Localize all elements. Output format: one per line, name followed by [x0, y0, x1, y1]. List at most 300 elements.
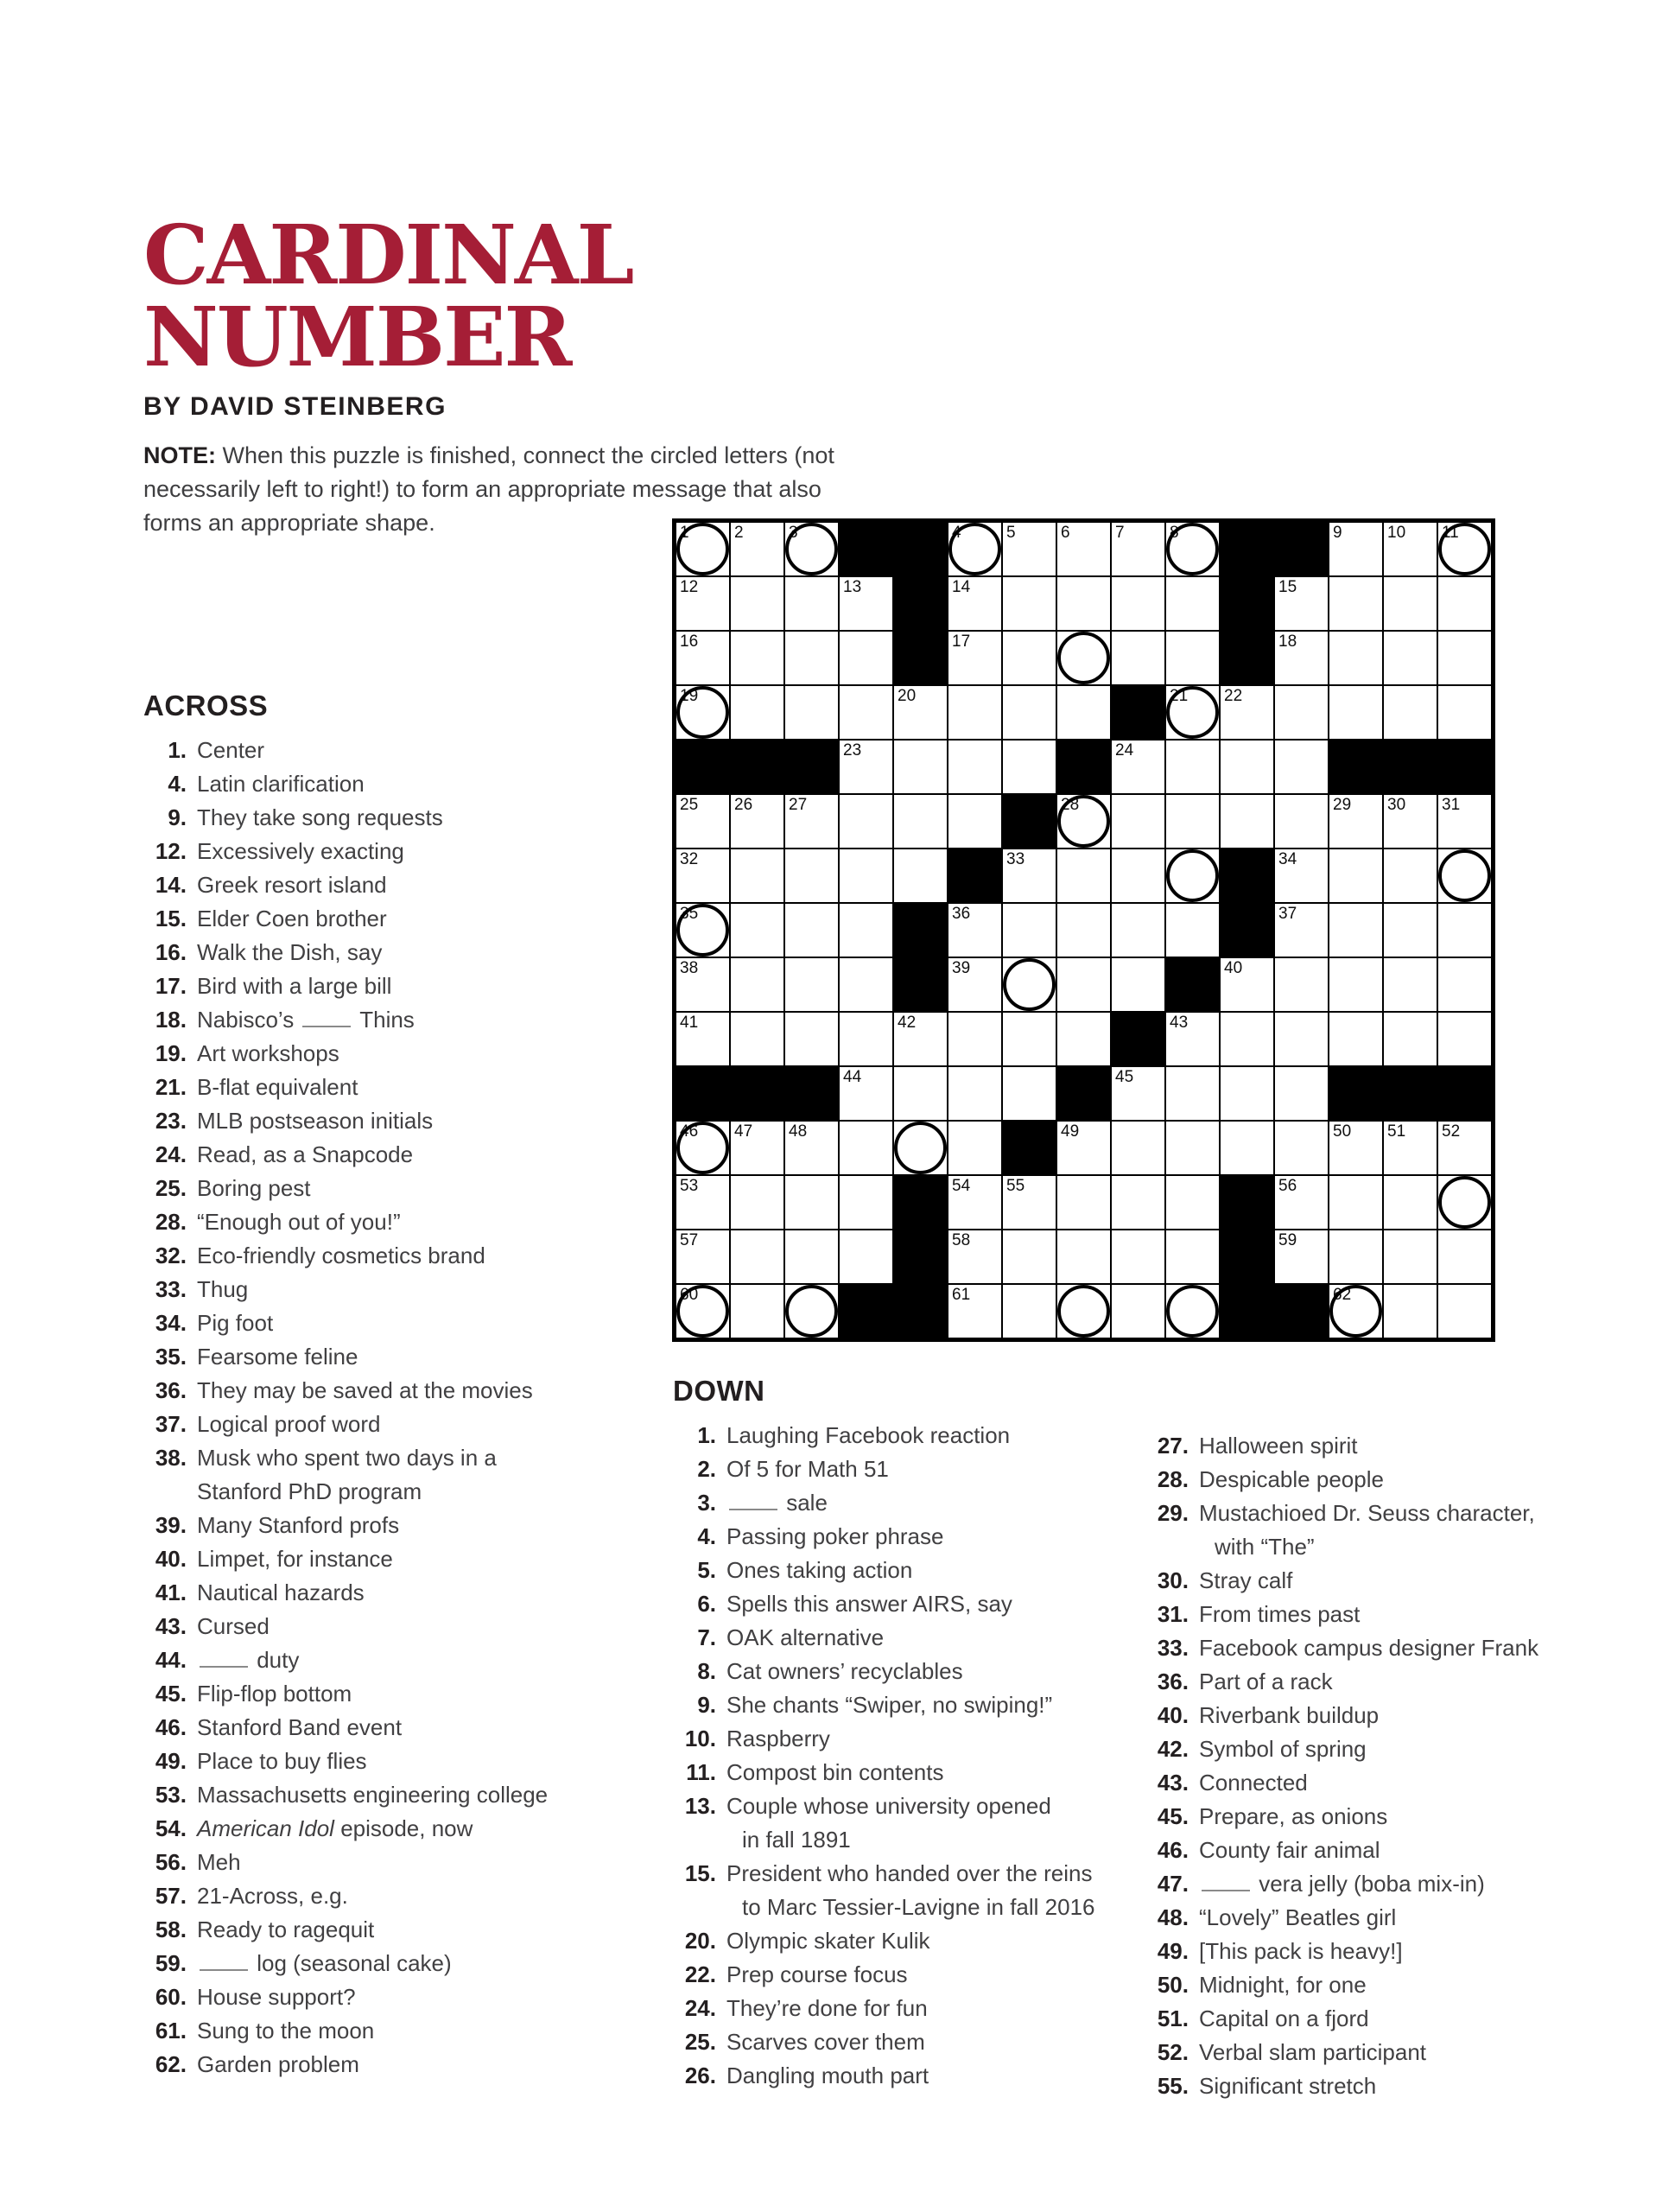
grid-cell[interactable]: [1329, 632, 1382, 684]
grid-cell[interactable]: [731, 958, 783, 1011]
grid-cell[interactable]: [731, 795, 783, 848]
across-clue-39: [143, 1509, 679, 1542]
clue-number: 25.: [684, 2029, 716, 2055]
cell-number: 29: [1333, 796, 1352, 814]
across-section: [143, 689, 679, 2082]
grid-cell[interactable]: [1112, 1230, 1164, 1283]
across-header: ACROSS: [143, 690, 269, 721]
clue-text: President who handed over the reins to Marc Tessier-Lavigne in fall 2016: [726, 1857, 1095, 1924]
grid-cell[interactable]: [1112, 904, 1164, 957]
grid-cell[interactable]: [1003, 1013, 1056, 1065]
grid-cell[interactable]: [840, 1176, 892, 1229]
grid-cell[interactable]: [1221, 1122, 1273, 1174]
grid-cell[interactable]: [785, 1285, 838, 1338]
grid-cell[interactable]: [840, 632, 892, 684]
across-clue-14: [143, 868, 679, 902]
grid-cell[interactable]: [731, 1230, 783, 1283]
clue-text: sale: [726, 1486, 828, 1520]
grid-cell[interactable]: [1329, 1176, 1382, 1229]
clue-number: 21.: [155, 1074, 187, 1100]
grid-cell[interactable]: [948, 1122, 1001, 1174]
grid-cell[interactable]: [1329, 1285, 1382, 1338]
cell-number: 53: [680, 1177, 699, 1195]
grid-cell[interactable]: [1438, 904, 1491, 957]
grid-cell[interactable]: [1438, 1013, 1491, 1065]
grid-cell[interactable]: [1112, 1122, 1164, 1174]
cell-number: 27: [789, 796, 808, 814]
grid-cell[interactable]: [1166, 1122, 1219, 1174]
down-clue-29: [1145, 1497, 1662, 1564]
grid-cell[interactable]: [1057, 958, 1110, 1011]
grid-cell[interactable]: [1275, 1013, 1328, 1065]
grid-cell[interactable]: [948, 958, 1001, 1011]
grid-cell[interactable]: [948, 1013, 1001, 1065]
down-clue-49: [1145, 1935, 1662, 1968]
clue-number: 48.: [1157, 1904, 1189, 1930]
grid-cell[interactable]: [676, 632, 729, 684]
grid-cell[interactable]: [894, 1122, 947, 1174]
grid-cell[interactable]: [785, 632, 838, 684]
grid-cell[interactable]: [1166, 1067, 1219, 1120]
across-clue-32: [143, 1239, 679, 1273]
across-clue-4: [143, 767, 679, 801]
grid-cell-black: [1221, 523, 1273, 575]
grid-cell[interactable]: [676, 1230, 729, 1283]
grid-cell[interactable]: [1003, 1230, 1056, 1283]
grid-cell[interactable]: [1329, 523, 1382, 575]
grid-cell[interactable]: [676, 523, 729, 575]
across-clue-36: [143, 1374, 679, 1408]
grid-cell[interactable]: [1275, 1067, 1328, 1120]
grid-cell[interactable]: [1384, 686, 1437, 739]
clue-number: 46.: [155, 1714, 187, 1740]
grid-cell[interactable]: [948, 1230, 1001, 1283]
down-clue-45: [1145, 1800, 1662, 1834]
grid-cell[interactable]: [840, 741, 892, 793]
grid-cell[interactable]: [1166, 1285, 1219, 1338]
grid-cell[interactable]: [1384, 1176, 1437, 1229]
down-clue-15: [673, 1857, 1144, 1924]
grid-cell[interactable]: [1275, 1176, 1328, 1229]
down-clue-26: [673, 2059, 1144, 2093]
grid-cell[interactable]: [1003, 686, 1056, 739]
circle-marker: [1166, 849, 1219, 902]
grid-cell[interactable]: [1003, 741, 1056, 793]
grid-cell[interactable]: [1166, 904, 1219, 957]
clue-number: 49.: [1157, 1938, 1189, 1964]
grid-cell[interactable]: [731, 523, 783, 575]
grid-cell[interactable]: [676, 1285, 729, 1338]
grid-cell[interactable]: [1112, 632, 1164, 684]
grid-cell[interactable]: [1166, 1176, 1219, 1229]
grid-cell[interactable]: [1166, 523, 1219, 575]
grid-cell[interactable]: [894, 795, 947, 848]
grid-cell[interactable]: [1438, 849, 1491, 902]
down-clue-22: [673, 1958, 1144, 1992]
grid-cell[interactable]: [785, 577, 838, 630]
grid-cell[interactable]: [785, 904, 838, 957]
across-clue-list: [143, 734, 679, 2082]
grid-cell[interactable]: [1166, 686, 1219, 739]
grid-cell[interactable]: [1384, 904, 1437, 957]
cell-number: 34: [1278, 850, 1297, 868]
grid-cell[interactable]: [1166, 1230, 1219, 1283]
cell-number: 48: [789, 1122, 808, 1141]
clue-text: American Idol episode, now: [197, 1815, 473, 1841]
grid-cell[interactable]: [1112, 523, 1164, 575]
crossword-grid: [672, 518, 1495, 1342]
clue-number: 5.: [697, 1557, 716, 1583]
grid-cell-black: [894, 577, 947, 630]
grid-cell[interactable]: [1112, 741, 1164, 793]
clue-text: Fearsome feline: [197, 1344, 358, 1370]
grid-cell[interactable]: [731, 1122, 783, 1174]
grid-cell[interactable]: [1057, 686, 1110, 739]
cell-number: 20: [898, 687, 917, 705]
clue-number: 16.: [155, 939, 187, 965]
grid-cell[interactable]: [1384, 577, 1437, 630]
grid-cell[interactable]: [1384, 849, 1437, 902]
grid-cell[interactable]: [1329, 958, 1382, 1011]
clue-text: Halloween spirit: [1199, 1433, 1358, 1459]
grid-cell[interactable]: [1166, 795, 1219, 848]
grid-cell[interactable]: [676, 1176, 729, 1229]
down-clue-6: [673, 1587, 1144, 1621]
clue-text: Symbol of spring: [1199, 1736, 1367, 1762]
cell-number: 25: [680, 796, 699, 814]
grid-cell[interactable]: [1438, 958, 1491, 1011]
clue-number: 43.: [1157, 1770, 1189, 1796]
grid-cell[interactable]: [1057, 904, 1110, 957]
circle-marker: [1166, 686, 1219, 739]
down-clue-30: [1145, 1564, 1662, 1598]
grid-cell[interactable]: [1438, 686, 1491, 739]
grid-cell[interactable]: [840, 1013, 892, 1065]
grid-cell[interactable]: [1057, 849, 1110, 902]
grid-cell[interactable]: [894, 686, 947, 739]
down-clue-10: [673, 1722, 1144, 1756]
clue-text: Logical proof word: [197, 1411, 381, 1437]
grid-cell[interactable]: [1003, 523, 1056, 575]
clue-text: Read, as a Snapcode: [197, 1141, 414, 1167]
grid-cell[interactable]: [1221, 686, 1273, 739]
grid-cell[interactable]: [840, 958, 892, 1011]
grid-cell[interactable]: [1275, 904, 1328, 957]
grid-cell[interactable]: [1057, 795, 1110, 848]
grid-cell[interactable]: [1166, 849, 1219, 902]
grid-cell[interactable]: [1057, 1122, 1110, 1174]
grid-cell[interactable]: [1003, 904, 1056, 957]
grid-cell[interactable]: [1384, 1122, 1437, 1174]
down-clue-48: [1145, 1901, 1662, 1935]
grid-cell-black: [1112, 686, 1164, 739]
clue-number: 29.: [1157, 1500, 1189, 1526]
clue-number: 53.: [155, 1782, 187, 1808]
grid-cell-black: [1329, 741, 1382, 793]
grid-cell[interactable]: [840, 904, 892, 957]
grid-cell[interactable]: [785, 1230, 838, 1283]
cell-number: 23: [843, 741, 862, 760]
circle-marker: [676, 523, 729, 575]
grid-cell[interactable]: [1166, 577, 1219, 630]
grid-cell[interactable]: [1112, 577, 1164, 630]
clue-text: [This pack is heavy!]: [1199, 1938, 1403, 1964]
cell-number: 26: [734, 796, 753, 814]
grid-cell[interactable]: [1112, 1067, 1164, 1120]
grid-cell[interactable]: [731, 632, 783, 684]
grid-cell[interactable]: [1112, 1176, 1164, 1229]
grid-cell[interactable]: [840, 849, 892, 902]
grid-cell-black: [894, 1176, 947, 1229]
grid-cell[interactable]: [1003, 577, 1056, 630]
grid-cell-black: [731, 1067, 783, 1120]
grid-cell[interactable]: [948, 741, 1001, 793]
grid-cell-black: [1384, 1067, 1437, 1120]
grid-cell[interactable]: [731, 1013, 783, 1065]
across-clue-24: [143, 1138, 679, 1172]
grid-cell[interactable]: [731, 849, 783, 902]
clue-text: Riverbank buildup: [1199, 1702, 1380, 1728]
down-clue-9: [673, 1688, 1144, 1722]
grid-cell[interactable]: [785, 1176, 838, 1229]
grid-cell[interactable]: [1275, 849, 1328, 902]
grid-cell[interactable]: [1275, 1230, 1328, 1283]
grid-cell[interactable]: [1384, 795, 1437, 848]
clue-number: 33.: [1157, 1635, 1189, 1661]
grid-cell[interactable]: [1221, 741, 1273, 793]
across-clue-38: [143, 1441, 679, 1509]
clue-text: Spells this answer AIRS, say: [726, 1591, 1012, 1617]
grid-cell-black: [1384, 741, 1437, 793]
grid-cell[interactable]: [1221, 1067, 1273, 1120]
grid-cell[interactable]: [731, 1285, 783, 1338]
grid-cell[interactable]: [1275, 958, 1328, 1011]
grid-cell[interactable]: [948, 1176, 1001, 1229]
grid-cell[interactable]: [1438, 1176, 1491, 1229]
grid-cell[interactable]: [1275, 1122, 1328, 1174]
blank-line: [200, 1644, 248, 1668]
down-clue-list-1: [673, 1419, 1144, 2093]
grid-cell[interactable]: [1384, 1230, 1437, 1283]
grid-cell[interactable]: [948, 1285, 1001, 1338]
clue-number: 37.: [155, 1411, 187, 1437]
circle-marker: [1438, 849, 1491, 902]
grid-cell[interactable]: [676, 795, 729, 848]
grid-cell[interactable]: [1275, 795, 1328, 848]
grid-cell[interactable]: [1275, 686, 1328, 739]
grid-cell[interactable]: [785, 795, 838, 848]
grid-cell[interactable]: [1221, 795, 1273, 848]
cell-number: 58: [952, 1231, 971, 1249]
clue-number: 61.: [155, 2018, 187, 2044]
down-clue-4: [673, 1520, 1144, 1554]
grid-cell[interactable]: [1166, 1013, 1219, 1065]
clue-number: 51.: [1157, 2005, 1189, 2031]
grid-cell[interactable]: [1057, 1285, 1110, 1338]
grid-cell[interactable]: [948, 1067, 1001, 1120]
grid-cell[interactable]: [1112, 1285, 1164, 1338]
grid-cell[interactable]: [1329, 1230, 1382, 1283]
grid-cell[interactable]: [948, 795, 1001, 848]
grid-cell[interactable]: [676, 904, 729, 957]
grid-cell[interactable]: [948, 904, 1001, 957]
grid-cell[interactable]: [840, 795, 892, 848]
grid-cell[interactable]: [894, 741, 947, 793]
across-clue-17: [143, 969, 679, 1003]
grid-cell[interactable]: [1275, 741, 1328, 793]
grid-cell[interactable]: [894, 1067, 947, 1120]
clue-text: Ones taking action: [726, 1557, 913, 1583]
grid-cell[interactable]: [1057, 577, 1110, 630]
clue-text: “Enough out of you!”: [197, 1209, 401, 1235]
grid-cell[interactable]: [1329, 577, 1382, 630]
down-clue-27: [1145, 1429, 1662, 1463]
grid-cell[interactable]: [1057, 632, 1110, 684]
grid-cell[interactable]: [1112, 849, 1164, 902]
grid-cell[interactable]: [676, 577, 729, 630]
grid-cell[interactable]: [676, 1013, 729, 1065]
grid-cell[interactable]: [948, 577, 1001, 630]
grid-cell[interactable]: [1438, 1285, 1491, 1338]
grid-cell[interactable]: [1057, 1230, 1110, 1283]
grid-cell[interactable]: [731, 904, 783, 957]
clue-text: Many Stanford profs: [197, 1512, 400, 1538]
grid-cell[interactable]: [840, 686, 892, 739]
grid-cell[interactable]: [785, 958, 838, 1011]
grid-cell[interactable]: [785, 1013, 838, 1065]
across-clue-23: [143, 1104, 679, 1138]
clue-number: 36.: [1157, 1669, 1189, 1694]
down-clue-36: [1145, 1665, 1662, 1699]
grid-cell[interactable]: [1329, 1122, 1382, 1174]
clue-number: 1.: [697, 1422, 716, 1448]
grid-cell[interactable]: [1221, 958, 1273, 1011]
grid-cell[interactable]: [1384, 958, 1437, 1011]
clue-number: 35.: [155, 1344, 187, 1370]
grid-cell[interactable]: [1329, 849, 1382, 902]
grid-cell[interactable]: [948, 686, 1001, 739]
title-block: [143, 207, 1007, 540]
grid-cell[interactable]: [676, 958, 729, 1011]
grid-cell[interactable]: [1003, 849, 1056, 902]
clue-number: 56.: [155, 1849, 187, 1875]
grid-cell[interactable]: [731, 686, 783, 739]
grid-cell[interactable]: [1003, 958, 1056, 1011]
grid-cell[interactable]: [840, 1122, 892, 1174]
clue-number: 44.: [155, 1647, 187, 1673]
grid-cell[interactable]: [1112, 958, 1164, 1011]
grid-cell[interactable]: [948, 632, 1001, 684]
clue-text: Center: [197, 737, 265, 763]
grid-cell[interactable]: [1438, 632, 1491, 684]
clue-text: Latin clarification: [197, 771, 365, 797]
grid-cell[interactable]: [1438, 577, 1491, 630]
grid-cell[interactable]: [1329, 1013, 1382, 1065]
cell-number: 14: [952, 578, 971, 596]
grid-cell[interactable]: [1003, 1067, 1056, 1120]
grid-cell[interactable]: [1438, 523, 1491, 575]
clue-text: Laughing Facebook reaction: [726, 1422, 1011, 1448]
clue-text: Part of a rack: [1199, 1669, 1333, 1694]
grid-cell[interactable]: [1057, 523, 1110, 575]
grid-cell[interactable]: [1003, 632, 1056, 684]
clue-number: 24.: [684, 1995, 716, 2021]
grid-cell[interactable]: [731, 577, 783, 630]
grid-cell-black: [840, 1285, 892, 1338]
clue-text: Passing poker phrase: [726, 1523, 944, 1549]
grid-cell[interactable]: [785, 1122, 838, 1174]
grid-cell[interactable]: [1384, 632, 1437, 684]
clue-number: 58.: [155, 1916, 187, 1942]
puzzle-title: CARDINAL NUMBER: [143, 207, 633, 385]
clue-number: 12.: [155, 838, 187, 864]
grid-cell[interactable]: [731, 1176, 783, 1229]
grid-cell[interactable]: [676, 849, 729, 902]
grid-cell[interactable]: [785, 686, 838, 739]
grid-cell-black: [894, 523, 947, 575]
grid-cell[interactable]: [1438, 1230, 1491, 1283]
grid-cell[interactable]: [1221, 1013, 1273, 1065]
grid-cell[interactable]: [1057, 1013, 1110, 1065]
cell-number: 22: [1224, 687, 1243, 705]
grid-cell[interactable]: [1384, 1013, 1437, 1065]
grid-cell[interactable]: [894, 849, 947, 902]
grid-cell[interactable]: [1329, 686, 1382, 739]
clue-text: Garden problem: [197, 2051, 359, 2077]
grid-cell[interactable]: [785, 849, 838, 902]
grid-cell[interactable]: [840, 1067, 892, 1120]
grid-cell[interactable]: [894, 1013, 947, 1065]
across-clue-59: [143, 1947, 679, 1980]
grid-cell[interactable]: [948, 523, 1001, 575]
clue-number: 52.: [1157, 2039, 1189, 2065]
clue-text: Cursed: [197, 1613, 270, 1639]
grid-cell[interactable]: [1003, 1176, 1056, 1229]
cell-number: 35: [680, 905, 699, 923]
down-clue-25: [673, 2025, 1144, 2059]
cell-number: 28: [1061, 796, 1080, 814]
down-clue-8: [673, 1655, 1144, 1688]
circle-marker: [894, 1122, 947, 1174]
grid-cell[interactable]: [1384, 1285, 1437, 1338]
grid-cell[interactable]: [1003, 1285, 1056, 1338]
grid-cell[interactable]: [840, 577, 892, 630]
grid-cell-black: [1003, 795, 1056, 848]
grid-cell[interactable]: [785, 523, 838, 575]
grid-cell[interactable]: [1329, 795, 1382, 848]
grid-cell[interactable]: [1275, 577, 1328, 630]
down-clue-31: [1145, 1598, 1662, 1631]
grid-cell[interactable]: [1329, 904, 1382, 957]
grid-cell[interactable]: [1057, 1176, 1110, 1229]
grid-cell[interactable]: [676, 1122, 729, 1174]
across-clue-41: [143, 1576, 679, 1610]
cell-number: 9: [1333, 524, 1342, 542]
grid-cell[interactable]: [1438, 795, 1491, 848]
grid-cell[interactable]: [1166, 741, 1219, 793]
grid-cell[interactable]: [1166, 632, 1219, 684]
clue-text: “Lovely” Beatles girl: [1199, 1904, 1397, 1930]
grid-cell[interactable]: [1438, 1122, 1491, 1174]
grid-cell[interactable]: [1112, 795, 1164, 848]
grid-cell[interactable]: [676, 686, 729, 739]
note-text: When this puzzle is finished, connect the circled letters (not: [222, 442, 834, 468]
across-clue-21: [143, 1071, 679, 1104]
grid-cell[interactable]: [1384, 523, 1437, 575]
grid-cell[interactable]: [1275, 632, 1328, 684]
grid-cell[interactable]: [840, 1230, 892, 1283]
clue-text: log (seasonal cake): [197, 1947, 452, 1980]
